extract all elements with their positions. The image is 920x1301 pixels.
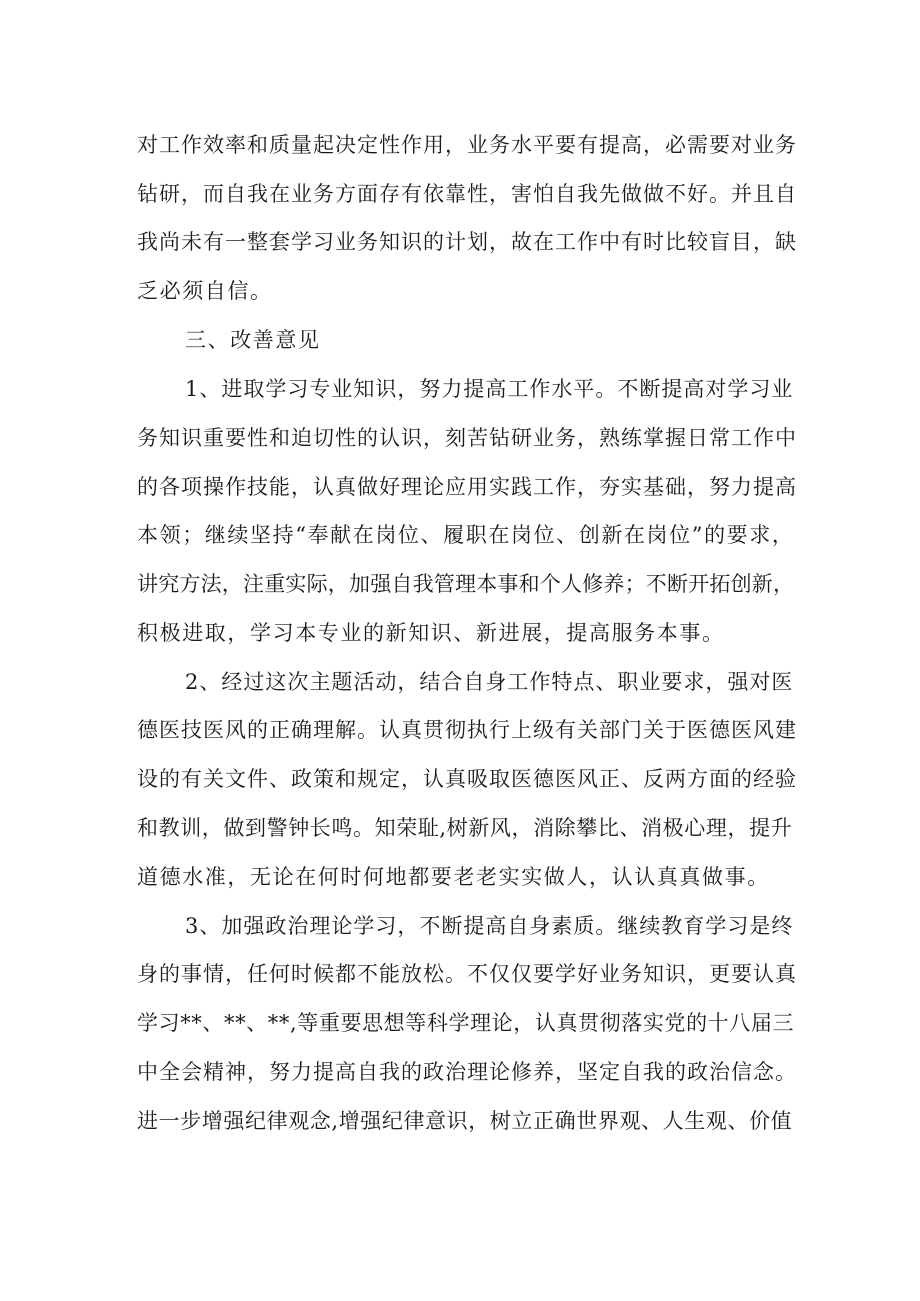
text-line: 身的事情，任何时候都不能放松。不仅仅要学好业务知识，更要认真 (137, 962, 797, 986)
text-line: 设的有关文件、政策和规定，认真吸取医德医风正、反两方面的经验 (137, 767, 797, 791)
text-line: 和教训，做到警钟长鸣。知荣耻,树新风，消除攀比、消极心理，提升 (137, 816, 793, 840)
text-line: 本领；继续坚持“奉献在岗位、履职在岗位、创新在岗位”的要求， (137, 523, 795, 547)
text-line: 讲究方法，注重实际，加强自我管理本事和个人修养；不断开拓创新， (137, 572, 795, 596)
text-line: 3、加强政治理论学习，不断提高自身素质。继续教育学习是终 (185, 914, 794, 938)
text-line: 德医技医风的正确理解。认真贯彻执行上级有关部门关于医德医风建 (137, 718, 797, 742)
text-line: 进一步增强纪律观念,增强纪律意识，树立正确世界观、人生观、价值 (137, 1109, 793, 1133)
text-line: 积极进取，学习本专业的新知识、新进展，提高服务本事。 (137, 621, 725, 645)
text-line: 的各项操作技能，认真做好理论应用实践工作，夯实基础，努力提高 (137, 475, 797, 499)
text-line: 中全会精神，努力提高自我的政治理论修养，坚定自我的政治信念。 (137, 1060, 797, 1084)
text-line: 钻研，而自我在业务方面存有依靠性，害怕自我先做做不好。并且自 (137, 182, 797, 206)
text-line: 1、进取学习专业知识，努力提高工作水平。不断提高对学习业 (185, 377, 794, 401)
text-line: 道德水准，无论在何时何地都要老老实实做人，认认真真做事。 (137, 865, 770, 889)
text-line: 务知识重要性和迫切性的认识，刻苦钻研业务，熟练掌握日常工作中 (137, 426, 797, 450)
text-line: 乏必须自信。 (137, 279, 273, 303)
section-heading: 三、改善意见 (185, 328, 321, 352)
text-line: 学习**、**、**,等重要思想等科学理论，认真贯彻落实党的十八届三 (137, 1011, 795, 1035)
text-line: 我尚未有一整套学习业务知识的计划，故在工作中有时比较盲目，缺 (137, 230, 797, 254)
text-line: 对工作效率和质量起决定性作用，业务水平要有提高，必需要对业务 (137, 133, 797, 157)
text-line: 2、经过这次主题活动，结合自身工作特点、职业要求，强对医 (185, 670, 794, 694)
